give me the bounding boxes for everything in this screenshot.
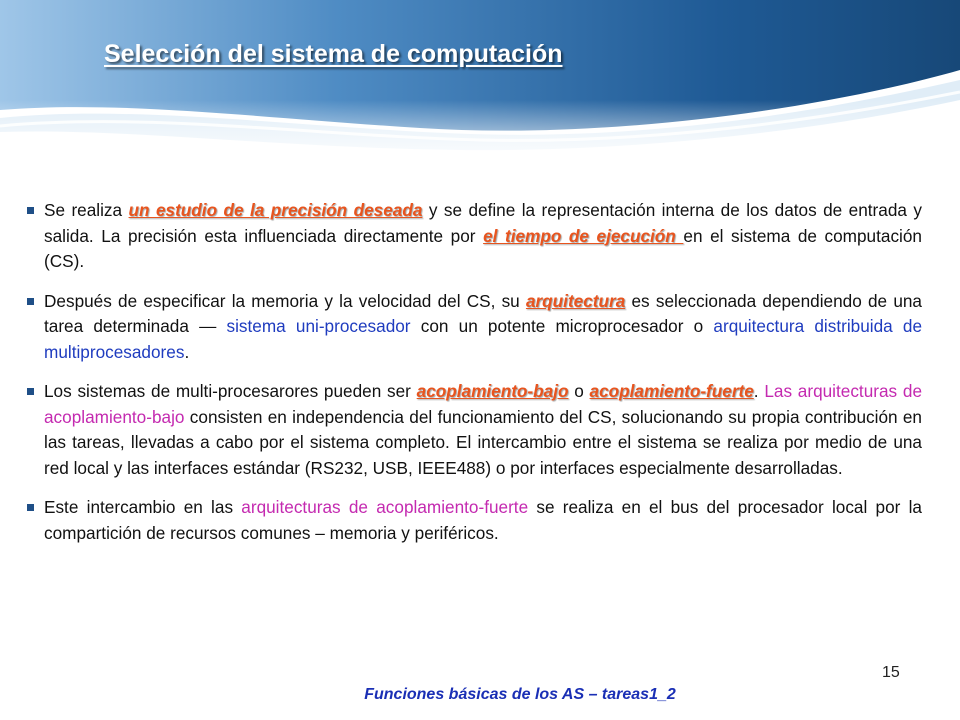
bullet-item — [24, 379, 922, 481]
bullet-highlight-text: un estudio de la precisión deseada — [128, 200, 423, 220]
bullet-item — [24, 495, 922, 546]
bullet-text: con un potente microprocesador o — [410, 316, 714, 336]
bullet-text: . — [184, 341, 190, 362]
bullet-text: Este intercambio en las — [44, 497, 242, 517]
bullet-square-icon — [27, 388, 34, 395]
bullet-highlight-text: acoplamiento-fuerte — [589, 381, 754, 401]
bullet-highlight-text: el tiempo de ejecución — [483, 225, 684, 246]
bullet-item — [24, 289, 922, 366]
bullet-highlight-text: sistema uni-procesador — [216, 316, 411, 336]
slide-title: Selección del sistema de computación — [104, 40, 563, 68]
header-band — [0, 0, 960, 160]
bullet-item — [24, 198, 922, 275]
bullet-highlight-text: arquitectura — [525, 290, 626, 311]
bullet-highlight-text: arquitecturas de acoplamiento-fuerte — [241, 497, 529, 517]
bullet-list — [24, 198, 922, 560]
bullet-text: — — [199, 316, 217, 336]
bullet-text: Después de especificar la memoria y la velocidad del CS, su — [44, 290, 526, 311]
bullet-text: es seleccionada dependiendo de una tarea determinada — [44, 290, 922, 336]
bullet-highlight-text: acoplamiento-bajo — [416, 381, 569, 401]
bullet-square-icon — [27, 207, 34, 214]
page-number: 15 — [882, 664, 900, 681]
bullet-highlight-text: arquitectura distribuida de multiprocesadores — [44, 316, 923, 362]
header-wave-graphic — [0, 0, 960, 160]
bullet-text: consisten en independencia del funcionamiento del CS, solucionando su propia contribución en las tareas, llevadas a cabo por el sistema completo. El intercambio entre el sistema se realiza por medio de una red local y las interfaces estándar (RS232, USB, IEEE488) o por interfaces especialmente desarrolladas. — [44, 406, 922, 478]
bullet-text: y se define la representación interna de los datos de entrada y salida. La precisión esta influenciada directamente por — [44, 200, 922, 246]
bullet-square-icon — [27, 504, 34, 511]
bullet-text: Se realiza — [44, 200, 129, 220]
bullet-highlight-text: Las arquitecturas de acoplamiento-bajo — [44, 381, 922, 427]
bullet-text: Los sistemas de multi-procesarores pueden ser — [44, 381, 417, 401]
bullet-square-icon — [27, 298, 34, 305]
bullet-text: o — [568, 381, 590, 401]
bullet-text: . — [753, 381, 765, 401]
bullet-text: se realiza en el bus del procesador local por la compartición de recursos comunes – memoria y periféricos. — [44, 497, 922, 543]
footer-title: Funciones básicas de los AS – tareas1_2 — [364, 686, 676, 703]
bullet-text: en el sistema de computación (CS). — [44, 225, 922, 271]
